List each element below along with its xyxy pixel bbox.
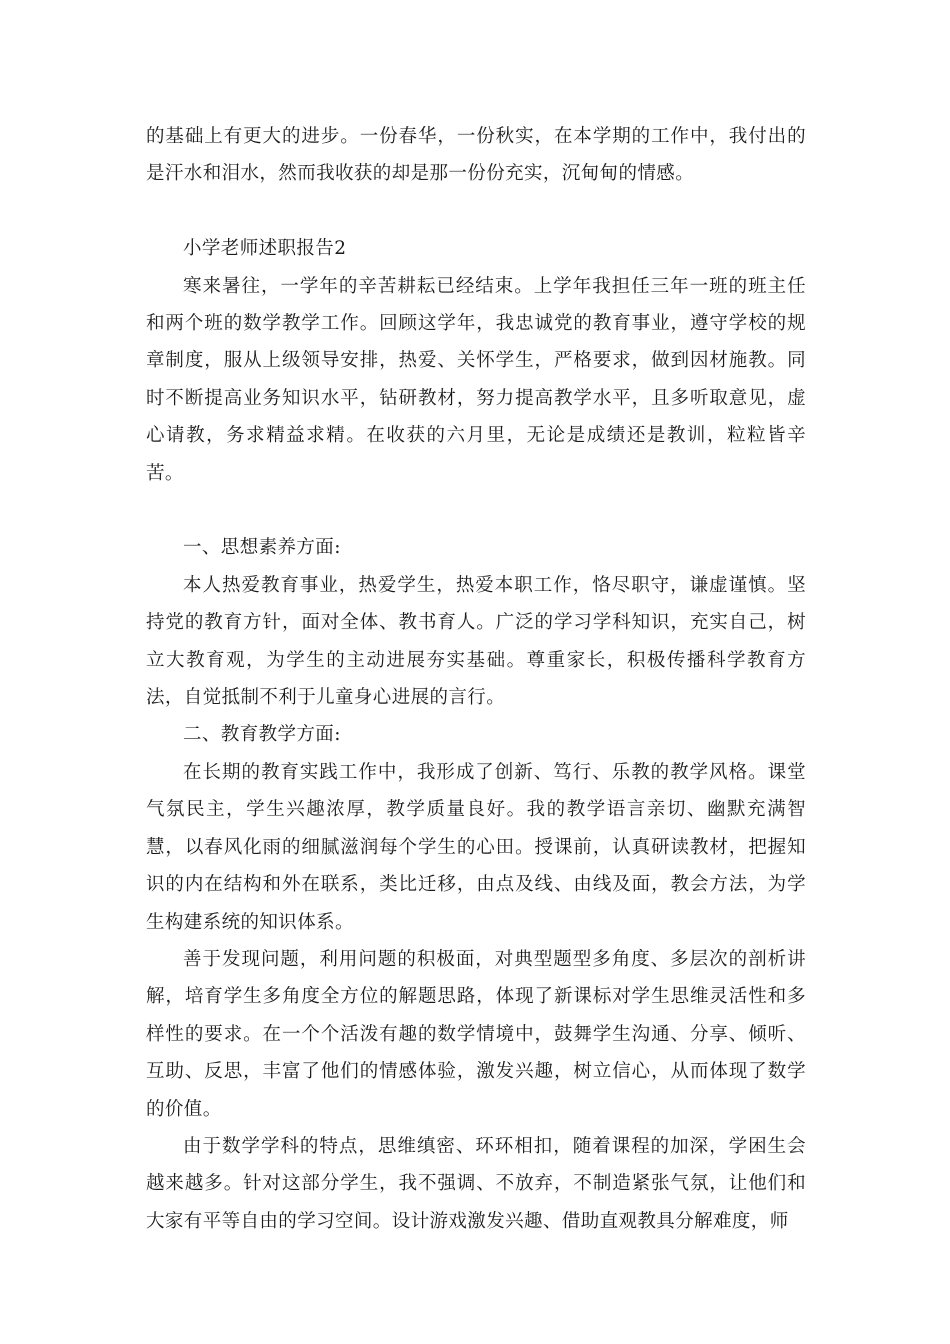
spacer (146, 193, 806, 230)
document-body (146, 118, 806, 1240)
opening-paragraph: 寒来暑往，一学年的辛苦耕耘已经结束。上学年我担任三年一班的班主任和两个班的数学教学工作。回顾这学年，我忠诚党的教育事业，遵守学校的规章制度，服从上级领导安排，热爱、关怀学生，严格要求，做到因材施教。同时不断提高业务知识水平，钻研教材，努力提高教学水平，且多听取意见，虚心请教，务求精益求精。在收获的六月里，无论是成绩还是教训，粒粒皆辛苦。 (146, 275, 806, 484)
paragraph-problem-solving: 善于发现问题，利用问题的积极面，对典型题型多角度、多层次的剖析讲解，培育学生多角度全方位的解题思路，体现了新课标对学生思维灵活性和多样性的要求。在一个个活泼有趣的数学情境中，鼓舞学生沟通、分享、倾听、互助、反思，丰富了他们的情感体验，激发兴趣，树立信心，从而体现了数学的价值。 (146, 948, 806, 1120)
heading-teaching: 二、教育教学方面: (183, 724, 341, 746)
spacer (146, 492, 806, 529)
paragraph-ideology: 本人热爱教育事业，热爱学生，热爱本职工作，恪尽职守，谦虚谨慎。坚持党的教育方针，面对全体、教书育人。广泛的学习学科知识，充实自己，树立大教育观，为学生的主动进展夯实基础。尊重家长，积极传播科学教育方法，自觉抵制不利于儿童身心进展的言行。 (146, 574, 806, 709)
heading-ideology: 一、思想素养方面: (183, 537, 341, 559)
section-title: 小学老师述职报告2 (183, 238, 347, 260)
paragraph-struggling-students: 由于数学学科的特点，思维缜密、环环相扣，随着课程的加深，学困生会越来越多。针对这部分学生，我不强调、不放弃，不制造紧张气氛，让他们和大家有平等自由的学习空间。设计游戏激发兴趣、借助直观教具分解难度，师 (146, 1135, 806, 1232)
intro-paragraph: 的基础上有更大的进步。一份春华，一份秋实，在本学期的工作中，我付出的是汗水和泪水，然而我收获的却是那一份份充实，沉甸甸的情感。 (146, 126, 806, 185)
paragraph-teaching-style: 在长期的教育实践工作中，我形成了创新、笃行、乐教的教学风格。课堂气氛民主，学生兴趣浓厚，教学质量良好。我的教学语言亲切、幽默充满智慧，以春风化雨的细腻滋润每个学生的心田。授课前，认真研读教材，把握知识的内在结构和外在联系，类比迁移，由点及线、由线及面，教会方法，为学生构建系统的知识体系。 (146, 761, 806, 933)
